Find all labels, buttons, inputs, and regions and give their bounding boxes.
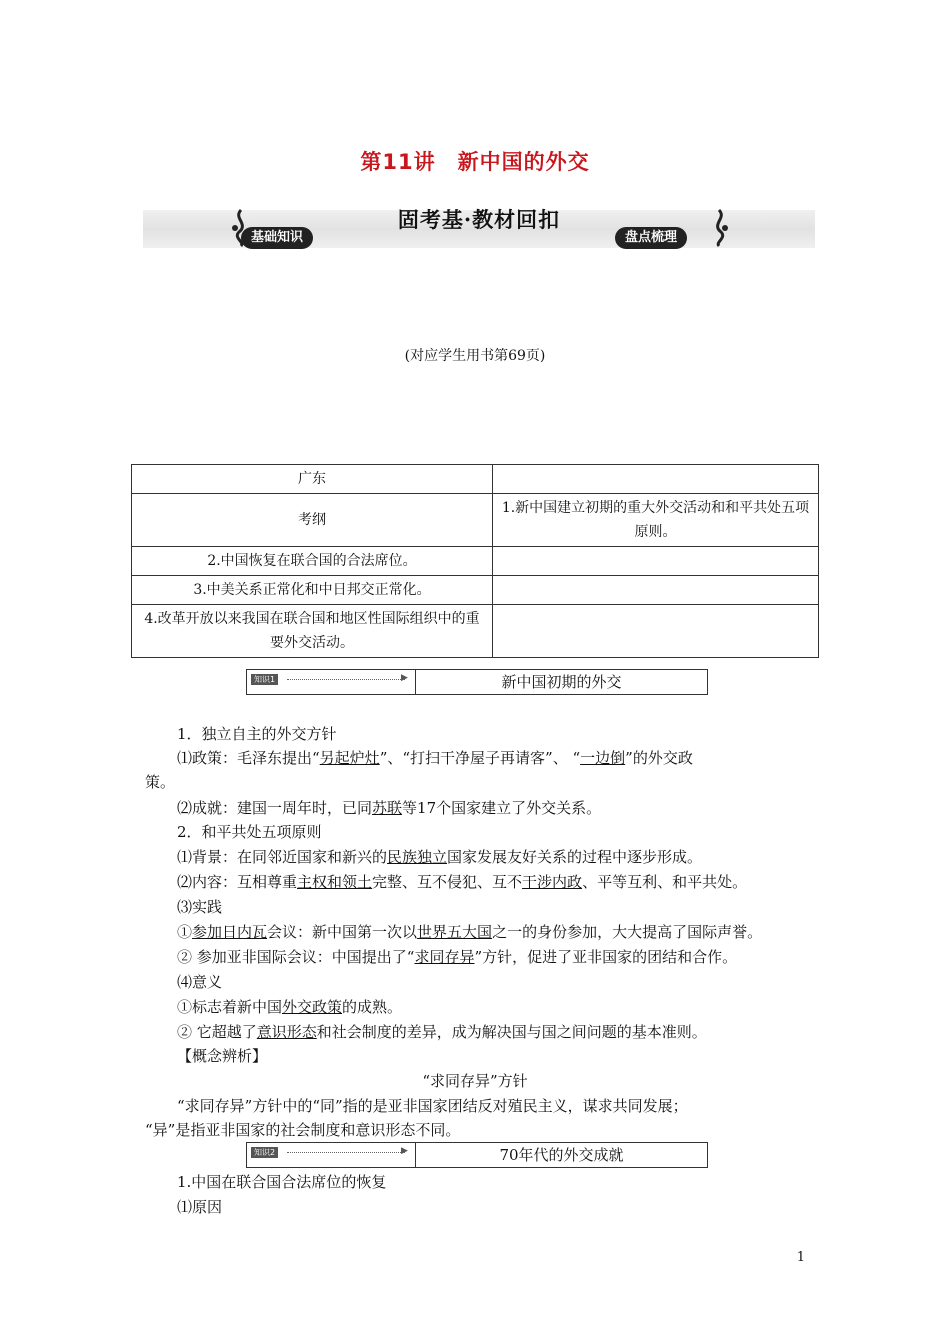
knowledge-badge: 知识1 [251,674,278,685]
paragraph: ⑷意义 [177,973,223,991]
paragraph: ② 参加亚非国际会议：中国提出了“求同存异”方针，促进了亚非国家的团结和合作。 [177,948,738,966]
concept-title: “求同存异”方针 [422,1072,528,1090]
paragraph: ② 它超越了意识形态和社会制度的差异，成为解决国与国之间问题的基本准则。 [177,1023,707,1041]
paragraph: ⑶实践 [177,898,223,916]
table-row [132,605,819,658]
page-reference-note: (对应学生用书第69页) [404,348,546,364]
heading: 1．独立自主的外交方针 [177,725,337,743]
paragraph: ⑴原因 [177,1198,223,1216]
table-cell [493,576,819,605]
table-cell: 3.中美关系正常化和中日邦交正常化。 [132,576,493,605]
heading: 1.中国在联合国合法席位的恢复 [177,1173,387,1191]
knowledge-point-header-2 [246,1142,708,1168]
paragraph: ⑵成就：建国一周年时，已同苏联等17个国家建立了外交关系。 [177,799,602,817]
banner-title: 固考基·教材回扣 [397,207,561,232]
banner-right-tag: 盘点梳理 [615,227,687,249]
arrow-right-icon: ▶ [401,673,408,683]
page-number: 1 [796,1250,805,1265]
banner-left-tag: 基础知识 [241,227,313,249]
page-title: 第11讲 新中国的外交 [360,150,590,174]
table-cell [493,547,819,576]
paragraph: “求同存异”方针中的“同”指的是亚非国家团结反对殖民主义，谋求共同发展； [177,1097,688,1115]
concept-label: 【概念辨析】 [177,1047,268,1065]
table-cell [493,465,819,494]
table-cell: 4.改革开放以来我国在联合国和地区性国际组织中的重要外交活动。 [132,605,493,658]
paragraph: “异”是指亚非国家的社会制度和意识形态不同。 [145,1121,461,1139]
table-cell: 考纲 [132,494,493,547]
table-cell: 1.新中国建立初期的重大外交活动和和平共处五项原则。 [493,494,819,547]
table-row [132,465,819,494]
section-banner [143,200,815,252]
knowledge-point-title: 新中国初期的外交 [501,673,622,691]
syllabus-table [131,464,819,658]
table-cell: 广东 [132,465,493,494]
paragraph: 策。 [145,773,176,791]
table-row [132,494,819,547]
paragraph: ①标志着新中国外交政策的成熟。 [177,998,403,1016]
knowledge-point-title: 70年代的外交成就 [499,1146,624,1164]
heading: 2．和平共处五项原则 [177,823,322,841]
paragraph: ⑴政策：毛泽东提出“另起炉灶”、“打扫干净屋子再请客”、 “一边倒”的外交政 [177,749,693,767]
paragraph: ⑵内容：互相尊重主权和领土完整、互不侵犯、互不干涉内政、平等互利、和平共处。 [177,873,748,891]
knowledge-point-header-1 [246,669,708,695]
table-row [132,547,819,576]
arrow-right-icon: ▶ [401,1146,408,1156]
knowledge-badge: 知识2 [251,1147,278,1158]
paragraph: ⑴背景：在同邻近国家和新兴的民族独立国家发展友好关系的过程中逐步形成。 [177,848,703,866]
table-cell: 2.中国恢复在联合国的合法席位。 [132,547,493,576]
table-row [132,576,819,605]
paragraph: ①参加日内瓦会议：新中国第一次以世界五大国之一的身份参加，大大提高了国际声誉。 [177,923,763,941]
table-cell [493,605,819,658]
